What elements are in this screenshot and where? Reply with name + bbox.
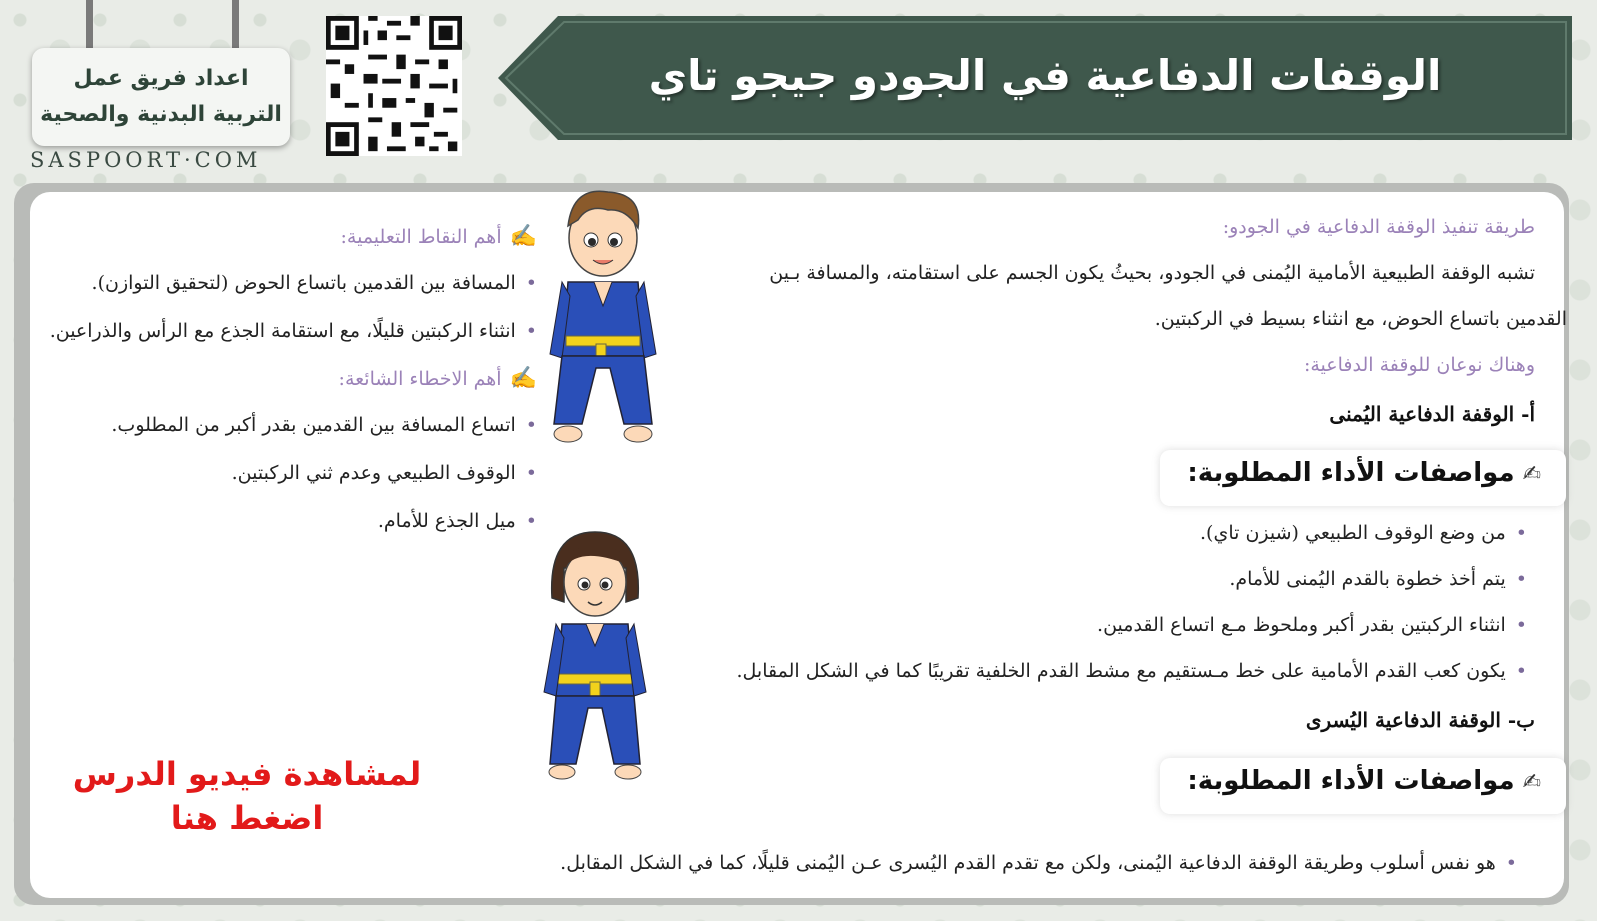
pen-write-icon: ✍ bbox=[1522, 462, 1541, 487]
list-item: •الوقوف الطبيعي وعدم ثني الركبتين. bbox=[231, 462, 537, 484]
page-title: الوقفات الدفاعية في الجودو جيجو تاي bbox=[648, 51, 1442, 100]
hanger-left bbox=[86, 0, 93, 52]
type-b-label: ب- الوقفة الدفاعية اليُسرى bbox=[1305, 708, 1535, 732]
spec-heading-a: ✍مواصفات الأداء المطلوبة: bbox=[1187, 458, 1541, 488]
common-mistakes-heading: ✍أهم الاخطاء الشائعة: bbox=[338, 366, 537, 391]
list-item: •ميل الجذع للأمام. bbox=[377, 510, 537, 532]
list-item: •المسافة بين القدمين باتساع الحوض (لتحقيق التوازن). bbox=[91, 272, 537, 294]
credit-box bbox=[32, 48, 290, 146]
types-heading: وهناك نوعان للوقفة الدفاعية: bbox=[1303, 354, 1535, 376]
spec-heading-b: ✍مواصفات الأداء المطلوبة: bbox=[1187, 766, 1541, 796]
title-banner bbox=[498, 16, 1572, 140]
list-item: •انثناء الركبتين قليلًا، مع استقامة الجذع مع الرأس والذراعين. bbox=[49, 320, 537, 342]
pen-write-icon: ✍ bbox=[509, 366, 537, 391]
list-item: •من وضع الوقوف الطبيعي (شيزن تاي). bbox=[1200, 522, 1527, 544]
site-url[interactable]: SASPOORT·COM bbox=[30, 148, 262, 172]
hanger-right bbox=[232, 0, 239, 52]
list-item: •يتم أخذ خطوة بالقدم اليُمنى للأمام. bbox=[1229, 568, 1527, 590]
credit-line-1: اعداد فريق عمل bbox=[73, 66, 249, 91]
method-line-2: القدمين باتساع الحوض، مع انثناء بسيط في الركبتين. bbox=[1154, 308, 1567, 330]
credit-line-2: التربية البدنية والصحية bbox=[40, 102, 282, 127]
judo-boy-figure bbox=[548, 186, 658, 446]
list-item: •انثناء الركبتين بقدر أكبر وملحوظ مـع اتساع القدمين. bbox=[1097, 614, 1527, 636]
type-a-label: أ- الوقفة الدفاعية اليُمنى bbox=[1329, 402, 1535, 426]
method-line-1: تشبه الوقفة الطبيعية الأمامية اليُمنى في الجودو، بحيثُ يكون الجسم على استقامته، والمسافة بـين bbox=[769, 262, 1535, 284]
method-heading: طريقة تنفيذ الوقفة الدفاعية في الجودو: bbox=[1222, 216, 1535, 238]
video-link-line-2: اضغط هنا bbox=[170, 799, 324, 837]
list-item: •اتساع المسافة بين القدمين بقدر أكبر من المطلوب. bbox=[111, 414, 537, 436]
qr-code-icon[interactable] bbox=[326, 16, 462, 156]
video-link-line-1: لمشاهدة فيديو الدرس bbox=[72, 755, 422, 793]
teaching-points-heading: ✍أهم النقاط التعليمية: bbox=[340, 224, 537, 249]
watch-video-link[interactable] bbox=[72, 752, 422, 840]
judo-girl-figure bbox=[540, 528, 650, 788]
list-item: •يكون كعب القدم الأمامية على خط مـستقيم مع مشط القدم الخلفية تقريبًا كما في الشكل المقابل. bbox=[736, 660, 1527, 682]
pen-write-icon: ✍ bbox=[509, 224, 537, 249]
pen-write-icon: ✍ bbox=[1522, 770, 1541, 795]
list-item: •هو نفس أسلوب وطريقة الوقفة الدفاعية اليُمنى، ولكن مع تقدم القدم اليُسرى عـن اليُمنى قليلًا، كما في الشكل المقابل. bbox=[560, 852, 1517, 874]
